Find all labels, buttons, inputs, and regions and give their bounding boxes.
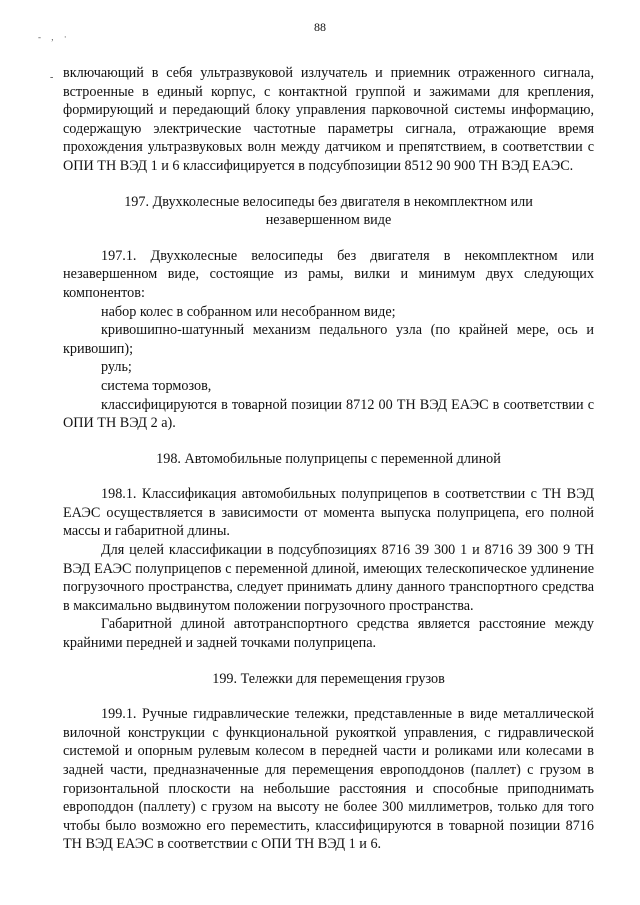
intro-paragraph: включающий в себя ультразвуковой излучатель и приемник отраженного сигнала, встроенные в единый корпус, с контактной группой и зажимами для крепления, формирующий и передающий блоку управления парковочной системы информацию, содержащую электрические частотные параметры сигнала, отражающие время прохождения ультразвуковых волн между датчиком и препятствием, в соответствии с ОПИ ТН ВЭД 1 и 6 классифицируется в подсубпозиции 8512 90 900 ТН ВЭД ЕАЭС.	[63, 65, 594, 174]
margin-mark: -	[50, 72, 54, 83]
section-197-paragraph-1: 197.1. Двухколесные велосипеды без двигателя в некомплектном или незавершенном виде, состоящие из рамы, вилки и минимум двух следующих компонентов:	[63, 247, 594, 301]
section-197-item-4: система тормозов,	[101, 377, 212, 394]
document-body	[63, 64, 594, 854]
scan-marks: - , ·	[38, 32, 71, 42]
section-198-heading: 198. Автомобильные полуприцепы с переменной длиной	[156, 450, 501, 467]
section-197-item-3: руль;	[101, 359, 132, 376]
section-197-item-1: набор колес в собранном или несобранном виде;	[101, 303, 396, 320]
section-197-heading: 197. Двухколесные велосипеды без двигателя в некомплектном или незавершенном виде	[124, 193, 533, 229]
section-199-paragraph-1: 199.1. Ручные гидравлические тележки, представленные в виде металлической вилочной конструкции с функциональной рукояткой управления, с гидравлической системой и опорным рулевым колесом в передней части и роликами или колесами в задней части, предназначенные для перемещения европоддонов (паллет) с грузом в горизонтальной плоскости на небольшие расстояния и способные приподнимать европоддон (паллету) с грузом на высоту не более 300 миллиметров, только для того чтобы было возможно его переместить, классифицируются в товарной позиции 8716 ТН ВЭД ЕАЭС в соответствии с ОПИ ТН ВЭД 1 и 6.	[63, 706, 594, 853]
section-197-conclusion: классифицируются в товарной позиции 8712 00 ТН ВЭД ЕАЭС в соответствии с ОПИ ТН ВЭД 2 а).	[63, 396, 594, 432]
section-198-paragraph-3: Габаритной длиной автотранспортного средства является расстояние между крайними передней и задней точками полуприцепа.	[63, 616, 594, 652]
section-197-item-2: кривошипно-шатунный механизм педального узла (по крайней мере, ось и кривошип);	[63, 322, 594, 357]
section-198-paragraph-2: Для целей классификации в подсубпозициях 8716 39 300 1 и 8716 39 300 9 ТН ВЭД ЕАЭС полуприцепов с переменной длиной, имеющих телескопическое удлинение погрузочного пространства, следует принимать длину данного транспортного средства в максимально выдвинутом положении погрузочного пространства.	[63, 542, 594, 614]
page-number: 88	[314, 20, 326, 34]
section-199-heading: 199. Тележки для перемещения грузов	[212, 670, 445, 687]
section-198-paragraph-1: 198.1. Классификация автомобильных полуприцепов в соответствии с ТН ВЭД ЕАЭС осуществляется в зависимости от момента выпуска полуприцепа, его полной массы и габаритной длины.	[63, 486, 594, 540]
